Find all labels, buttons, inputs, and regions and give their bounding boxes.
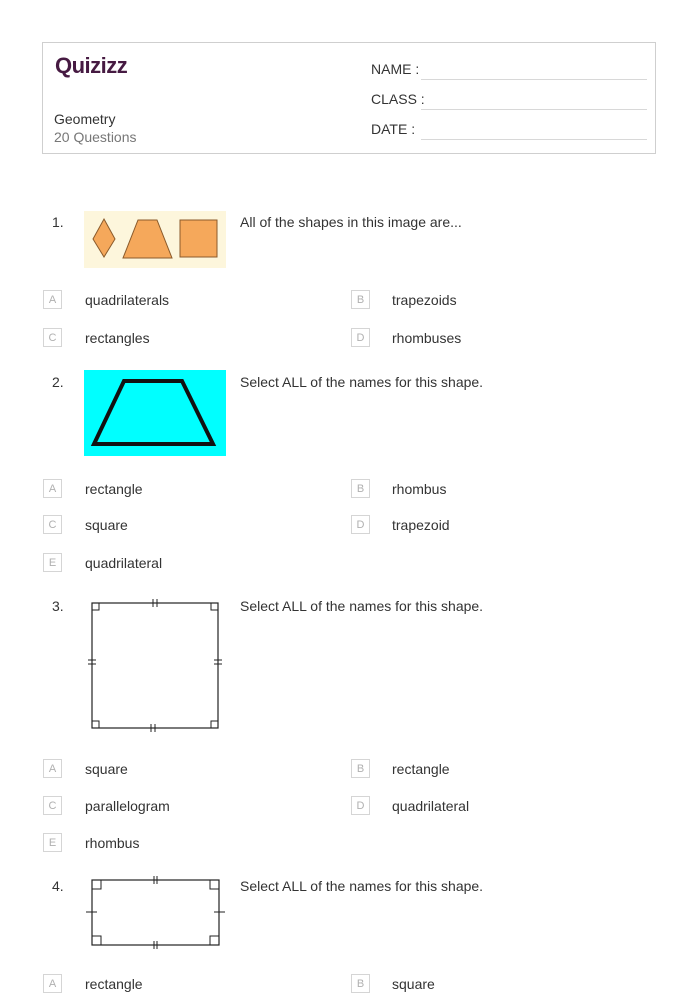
option-letter: B xyxy=(351,759,370,778)
name-field[interactable] xyxy=(421,79,647,80)
question-text: Select ALL of the names for this shape. xyxy=(240,878,484,894)
question-count: 20 Questions xyxy=(54,129,137,145)
question-number: 4. xyxy=(52,878,64,894)
question-text: Select ALL of the names for this shape. xyxy=(240,598,484,614)
class-field[interactable] xyxy=(421,109,647,110)
option-text: rectangle xyxy=(85,976,143,992)
option-letter: C xyxy=(43,796,62,815)
option-text: trapezoid xyxy=(392,517,450,533)
option-letter: E xyxy=(43,833,62,852)
question-number: 1. xyxy=(52,214,64,230)
option-letter: E xyxy=(43,553,62,572)
rectangle-image xyxy=(84,874,228,952)
question-number: 3. xyxy=(52,598,64,614)
option-text: rectangle xyxy=(392,761,450,777)
option-text: rhombus xyxy=(392,481,447,497)
option-letter: C xyxy=(43,515,62,534)
option-text: quadrilaterals xyxy=(85,292,170,308)
option-text: parallelogram xyxy=(85,798,170,814)
quadrilaterals-image xyxy=(84,211,226,268)
option-letter: A xyxy=(43,759,62,778)
date-field[interactable] xyxy=(421,139,647,140)
option-text: rectangles xyxy=(85,330,150,346)
option-letter: B xyxy=(351,479,370,498)
option-text: square xyxy=(85,517,128,533)
question-text: All of the shapes in this image are... xyxy=(240,214,462,230)
option-text: rhombus xyxy=(85,835,140,851)
option-text: quadrilateral xyxy=(85,555,163,571)
option-letter: B xyxy=(351,974,370,993)
option-text: rectangle xyxy=(85,481,143,497)
option-letter: C xyxy=(43,328,62,347)
class-label: CLASS : xyxy=(371,91,425,107)
option-text: rhombuses xyxy=(392,330,462,346)
option-text: square xyxy=(85,761,128,777)
option-letter: D xyxy=(351,515,370,534)
worksheet-header xyxy=(42,42,656,154)
question-text: Select ALL of the names for this shape. xyxy=(240,374,484,390)
date-label: DATE : xyxy=(371,121,416,137)
option-letter: A xyxy=(43,479,62,498)
option-text: trapezoids xyxy=(392,292,457,308)
option-text: square xyxy=(392,976,435,992)
square-image xyxy=(84,596,226,736)
question-number: 2. xyxy=(52,374,64,390)
quiz-title: Geometry xyxy=(54,111,116,127)
quizizz-logo: Quizizz xyxy=(55,53,128,78)
option-letter: D xyxy=(351,328,370,347)
option-letter: D xyxy=(351,796,370,815)
trapezoid-image xyxy=(84,370,226,456)
option-letter: A xyxy=(43,290,62,309)
option-letter: B xyxy=(351,290,370,309)
name-label: NAME : xyxy=(371,61,420,77)
option-text: quadrilateral xyxy=(392,798,470,814)
option-letter: A xyxy=(43,974,62,993)
